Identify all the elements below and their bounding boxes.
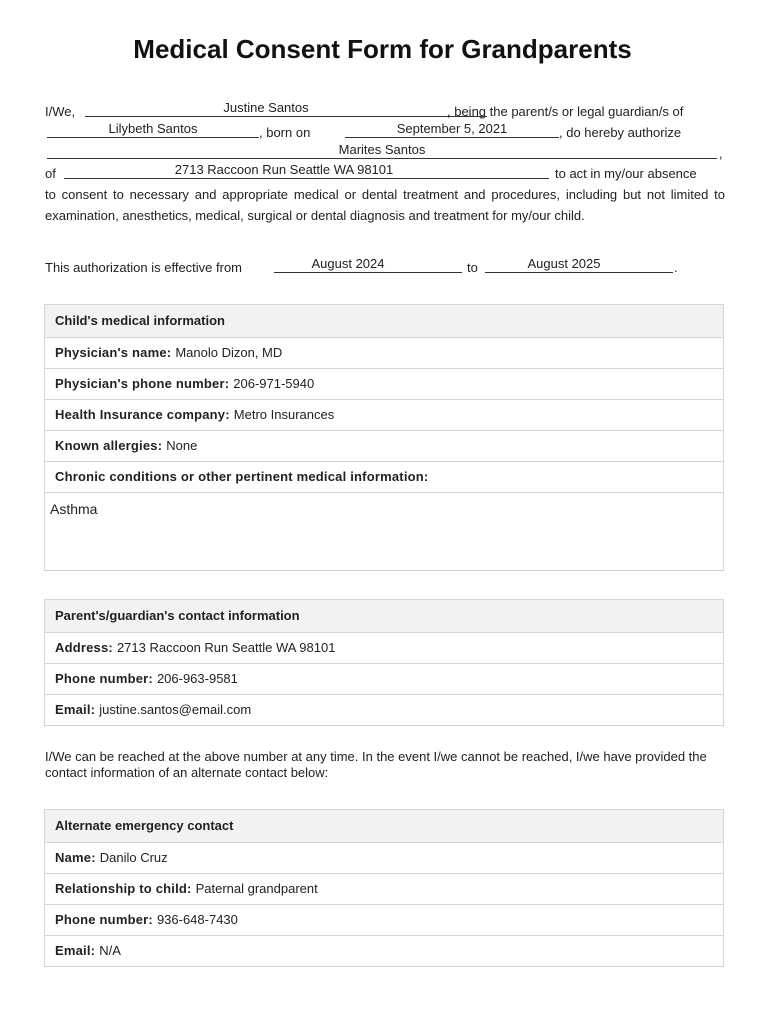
relationship-row[interactable] — [45, 873, 723, 904]
consent-line-2 — [45, 123, 725, 143]
alternate-phone-label: Phone number: — [55, 912, 153, 927]
birth-date-field[interactable] — [345, 120, 559, 138]
parent-address-row[interactable] — [45, 632, 723, 663]
allergies-label: Known allergies: — [55, 438, 163, 453]
parent-email-row[interactable] — [45, 694, 723, 725]
alternate-email-label: Email: — [55, 943, 96, 958]
physician-name-label: Physician's name: — [55, 345, 172, 360]
born-label: , born on — [259, 125, 311, 140]
relationship-value: Paternal grandparent — [195, 881, 318, 896]
alternate-contact-heading: Alternate emergency contact — [45, 810, 723, 842]
form-title: Medical Consent Form for Grandparents — [133, 34, 632, 64]
grandparent-name-value: Marites Santos — [338, 142, 426, 157]
chronic-conditions-label-row — [45, 461, 723, 492]
to-label: to — [467, 260, 478, 275]
child-name-field[interactable] — [47, 120, 259, 138]
child-name-value: Lilybeth Santos — [108, 121, 198, 136]
alternate-email-value: N/A — [99, 943, 121, 958]
alternate-contact-section — [44, 809, 724, 967]
reach-paragraph: I/We can be reached at the above number at any time. In the event I/we cannot be reached, I/we have provided the contact information of an alternate contact below: — [45, 749, 707, 780]
insurance-value: Metro Insurances — [233, 407, 335, 422]
chronic-conditions-label: Chronic conditions or other pertinent medical information: — [55, 469, 429, 484]
consent-paragraph: to consent to necessary and appropriate medical or dental treatment and procedures, including but not limited to examination, anesthetics, medical, surgical or dental diagnosis and treatment for my/our child. — [45, 187, 725, 223]
alternate-email-row[interactable] — [45, 935, 723, 966]
parent-email-value: justine.santos@email.com — [99, 702, 252, 717]
chronic-conditions-field[interactable] — [45, 492, 723, 570]
consent-line-3: Marites Santos , — [45, 144, 725, 164]
allergies-value: None — [166, 438, 198, 453]
allergies-row[interactable] — [45, 430, 723, 461]
physician-name-row[interactable] — [45, 337, 723, 368]
alternate-name-value: Danilo Cruz — [99, 850, 168, 865]
of-label: of — [45, 166, 56, 181]
alternate-name-label: Name: — [55, 850, 96, 865]
effective-label: This authorization is effective from — [45, 260, 243, 275]
from-date-value: August 2024 — [311, 256, 385, 271]
parent-email-label: Email: — [55, 702, 96, 717]
alternate-phone-value: 936-648-7430 — [156, 912, 238, 927]
insurance-label: Health Insurance company: — [55, 407, 230, 422]
effective-line: This authorization is effective from August 2024 to August 2025 . — [45, 258, 725, 278]
child-medical-section — [44, 304, 724, 571]
parent-name-field[interactable] — [85, 99, 487, 117]
consent-line-1 — [45, 102, 725, 122]
child-medical-heading: Child's medical information — [45, 305, 723, 337]
authorize-label: , do hereby authorize — [559, 125, 682, 140]
grandparent-address-value: 2713 Raccoon Run Seattle WA 98101 — [174, 162, 394, 177]
physician-name-value: Manolo Dizon, MD — [175, 345, 283, 360]
relationship-label: Relationship to child: — [55, 881, 192, 896]
parent-address-label: Address: — [55, 640, 113, 655]
grandparent-address-field[interactable] — [64, 161, 549, 179]
parent-name-value: Justine Santos — [223, 100, 309, 115]
from-date-field[interactable] — [274, 255, 462, 273]
act-label: to act in my/our absence — [555, 166, 697, 181]
insurance-row[interactable] — [45, 399, 723, 430]
parent-address-value: 2713 Raccoon Run Seattle WA 98101 — [116, 640, 336, 655]
chronic-conditions-value: Asthma — [50, 501, 98, 517]
birth-date-value: September 5, 2021 — [396, 121, 508, 136]
parent-phone-row[interactable] — [45, 663, 723, 694]
to-date-value: August 2025 — [527, 256, 601, 271]
parent-phone-value: 206-963-9581 — [156, 671, 238, 686]
to-date-field[interactable] — [485, 255, 673, 273]
grandparent-name-field[interactable] — [47, 141, 717, 159]
consent-line-4 — [45, 164, 725, 184]
alternate-name-row[interactable] — [45, 842, 723, 873]
parent-contact-section — [44, 599, 724, 726]
parent-contact-heading: Parent's/guardian's contact information — [45, 600, 723, 632]
parent-phone-label: Phone number: — [55, 671, 153, 686]
physician-phone-value: 206-971-5940 — [233, 376, 315, 391]
physician-phone-label: Physician's phone number: — [55, 376, 230, 391]
physician-phone-row[interactable] — [45, 368, 723, 399]
iwe-label: I/We, — [45, 104, 76, 119]
parent-suffix-label: , being the parent/s or legal guardian/s of — [447, 104, 684, 119]
alternate-phone-row[interactable] — [45, 904, 723, 935]
